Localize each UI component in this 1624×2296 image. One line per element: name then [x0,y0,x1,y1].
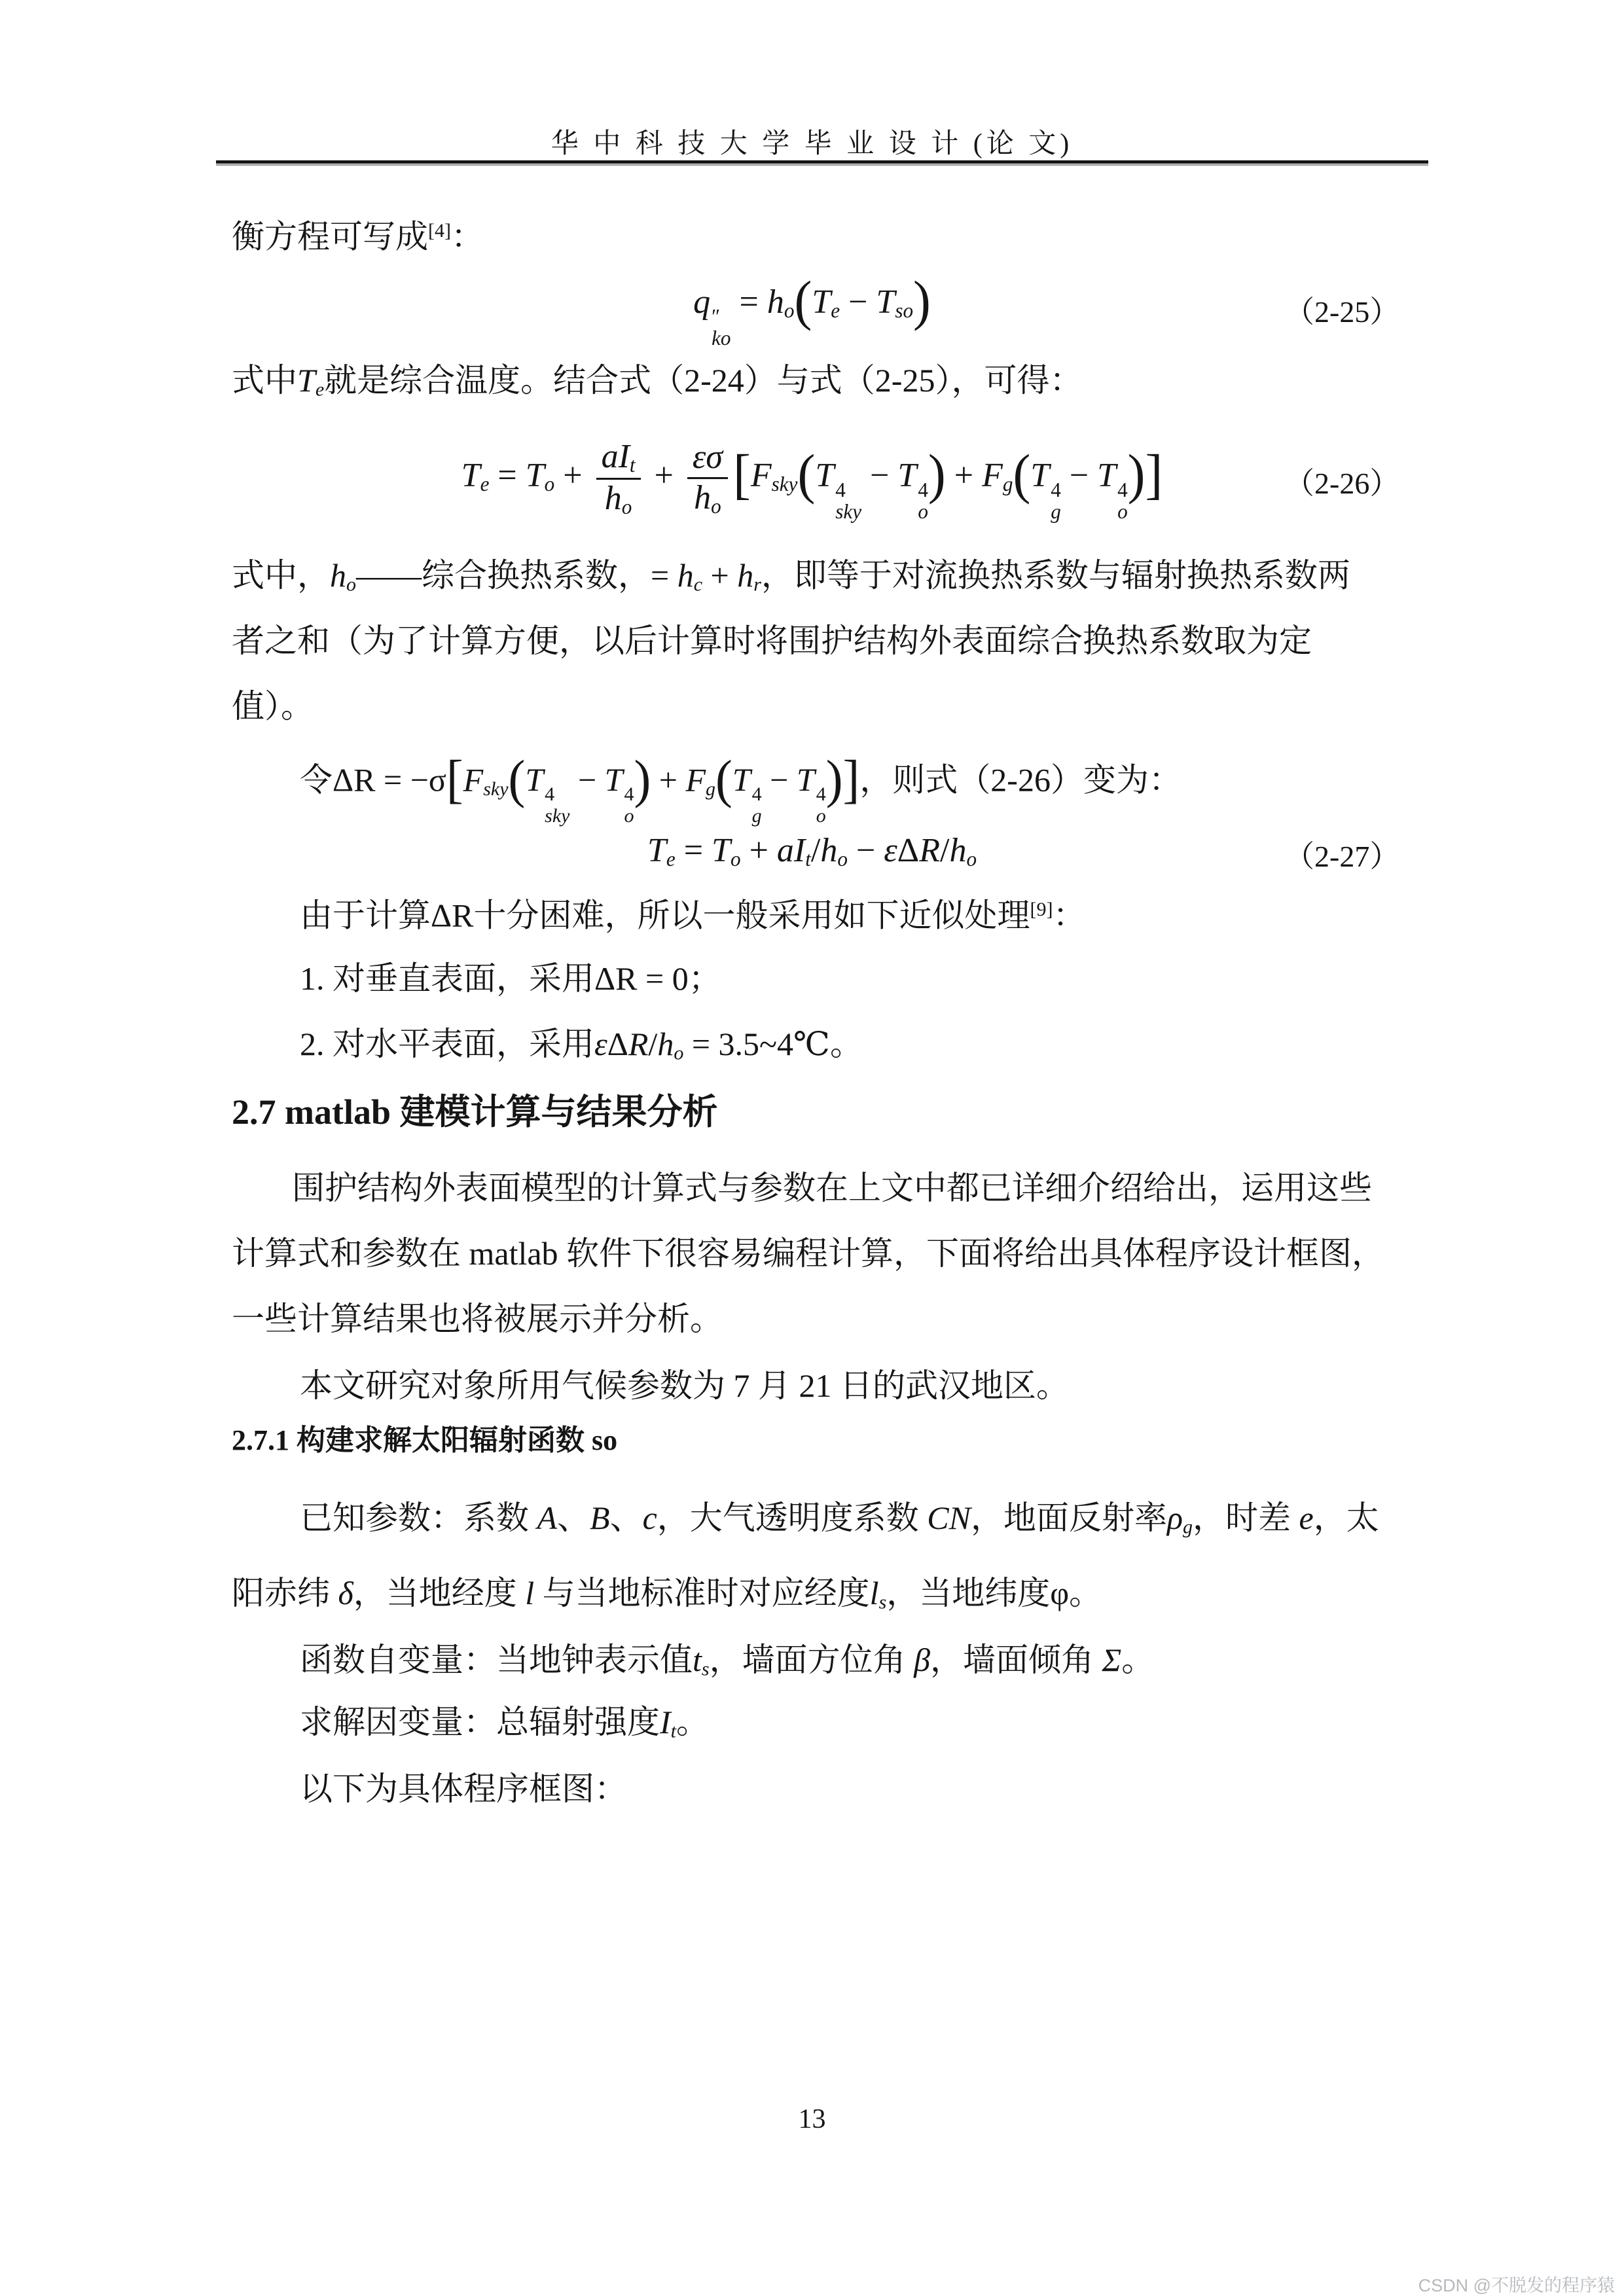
equation-2-27: Te = To + aIt/ho − εΔR/ho [647,832,977,870]
paragraph-known-params-line2: 阳赤纬 δ，当地经度 l 与当地标准时对应经度ls，当地纬度φ。 [232,1575,1102,1613]
paragraph-delta-r-definition: 令ΔR = −σ[Fsky(T 4 sky − T 4 o ) + Fg(T 4 g − T 4 o )]，则式（2-26）变为： [300,749,1182,827]
subsection-heading-2-7-1: 2.7.1 构建求解太阳辐射函数 so [232,1424,618,1456]
list-item-vertical-surface: 1. 对垂直表面，采用ΔR = 0； [300,960,721,997]
paragraph-balance-equation-intro: 衡方程可写成[4]： [232,218,484,255]
page-number: 13 [798,2104,826,2134]
paragraph-te-definition: 式中Te就是综合温度。结合式（2-24）与式（2-25），可得： [232,362,1083,401]
paragraph-flowchart-intro: 以下为具体程序框图： [300,1770,627,1807]
paragraph-climate-params: 本文研究对象所用气候参数为 7 月 21 日的武汉地区。 [300,1367,1069,1404]
equation-label-2-26: （2-26） [1284,467,1400,500]
list-item-horizontal-surface: 2. 对水平表面，采用εΔR/ho = 3.5~4℃。 [300,1026,863,1064]
section-heading-2-7: 2.7 matlab 建模计算与结果分析 [232,1092,718,1132]
paragraph-solve-variable: 求解因变量：总辐射强度It。 [300,1704,709,1742]
csdn-watermark: CSDN @不脱发的程序猿 [1418,2276,1615,2295]
header-rule [216,160,1428,166]
equation-label-2-27: （2-27） [1284,840,1400,873]
paragraph-approximation-intro: 由于计算ΔR十分困难，所以一般采用如下近似处理[9]： [300,897,1086,934]
paragraph-known-params-line1: 已知参数：系数 A、B、c，大气透明度系数 CN，地面反射率ρg，时差 e，太 [300,1499,1379,1538]
paragraph-matlab-intro-line2: 计算式和参数在 matlab 软件下很容易编程计算，下面将给出具体程序设计框图， [232,1235,1385,1272]
paragraph-ho-explanation-line2: 者之和（为了计算方便，以后计算时将围护结构外表面综合换热系数取为定 [232,622,1312,659]
paragraph-ho-explanation-line3: 值）。 [232,688,314,725]
equation-label-2-25: （2-25） [1284,295,1400,329]
running-header: 华 中 科 技 大 学 毕 业 设 计 (论 文) [550,129,1074,159]
equation-2-26: Te = To + $\frac{\text{aIt}}{ho}$ + $\frac{\varepsilon\sigma}{ho}$ [Fsky(T 4 sky − T 4 o ) + Fg(T 4 g − T 4 o )] [461,437,1163,524]
paragraph-function-variables: 函数自变量：当地钟表示值ts，墙面方位角 β，墙面倾角 Σ。 [300,1641,1155,1680]
equation-2-25: q ″ ko = ho(Te − Tso) [693,270,931,350]
paragraph-ho-explanation-line1: 式中，ho——综合换热系数，= hc + hr，即等于对流换热系数与辐射换热系数两 [232,557,1350,596]
paragraph-matlab-intro-line1: 围护结构外表面模型的计算式与参数在上文中都已详细介绍给出，运用这些 [292,1170,1372,1206]
paragraph-matlab-intro-line3: 一些计算结果也将被展示并分析。 [232,1300,723,1337]
